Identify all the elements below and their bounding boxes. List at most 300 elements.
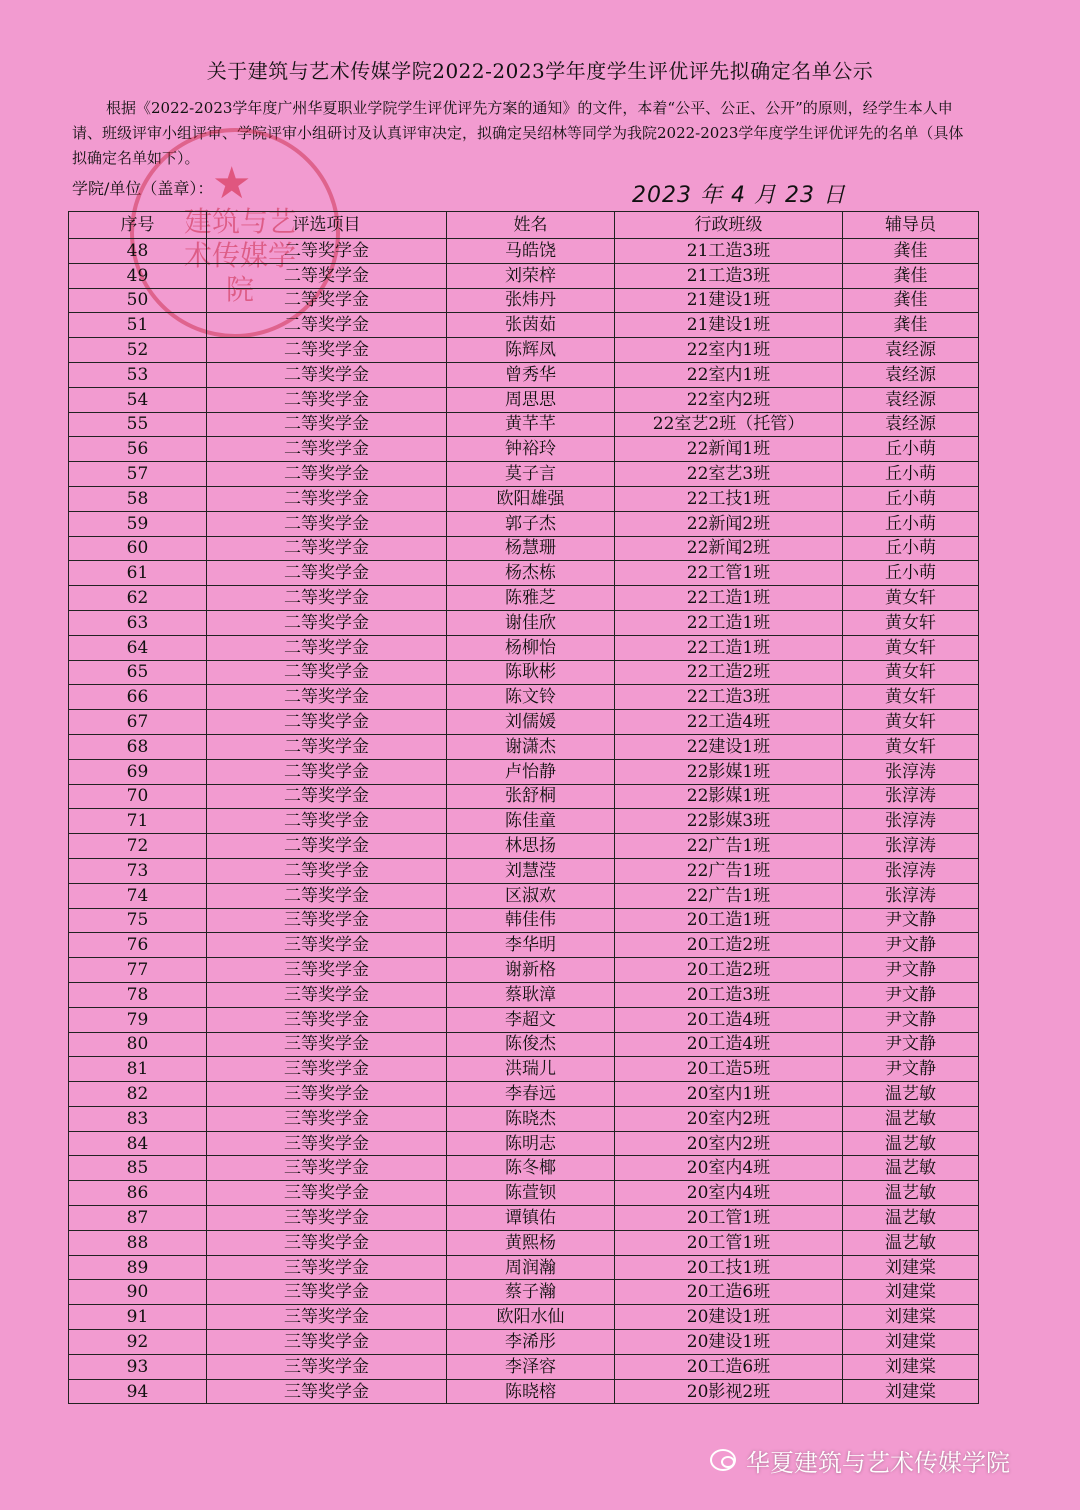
cell-counselor: 刘建棠 xyxy=(843,1280,979,1305)
cell-counselor: 张淳涛 xyxy=(843,858,979,883)
cell-award: 三等奖学金 xyxy=(207,982,447,1007)
cell-award: 二等奖学金 xyxy=(207,710,447,735)
handwritten-date: 2023 年 4 月 23 日 xyxy=(632,183,846,208)
cell-class: 22广告1班 xyxy=(615,883,843,908)
cell-counselor: 丘小萌 xyxy=(843,462,979,487)
cell-no: 90 xyxy=(69,1280,207,1305)
cell-name: 陈萱钡 xyxy=(447,1181,615,1206)
table-row xyxy=(69,858,979,883)
cell-class: 20建设1班 xyxy=(615,1330,843,1355)
cell-award: 二等奖学金 xyxy=(207,536,447,561)
cell-award: 三等奖学金 xyxy=(207,1330,447,1355)
cell-name: 谢新格 xyxy=(447,958,615,983)
table-row xyxy=(69,958,979,983)
cell-name: 陈佳童 xyxy=(447,809,615,834)
cell-no: 61 xyxy=(69,561,207,586)
header-award: 评选项目 xyxy=(207,212,447,239)
cell-class: 21工造3班 xyxy=(615,263,843,288)
cell-counselor: 黄女轩 xyxy=(843,685,979,710)
cell-no: 71 xyxy=(69,809,207,834)
cell-counselor: 张淳涛 xyxy=(843,883,979,908)
cell-no: 93 xyxy=(69,1354,207,1379)
table-row xyxy=(69,288,979,313)
cell-class: 20工管1班 xyxy=(615,1230,843,1255)
cell-class: 22广告1班 xyxy=(615,834,843,859)
cell-no: 57 xyxy=(69,462,207,487)
cell-award: 二等奖学金 xyxy=(207,239,447,264)
table-row xyxy=(69,362,979,387)
cell-name: 张舒桐 xyxy=(447,784,615,809)
cell-class: 20工造2班 xyxy=(615,933,843,958)
cell-class: 20工造1班 xyxy=(615,908,843,933)
table-row xyxy=(69,908,979,933)
cell-class: 22影媒1班 xyxy=(615,759,843,784)
table-header xyxy=(69,212,979,239)
cell-class: 22工造1班 xyxy=(615,610,843,635)
cell-no: 68 xyxy=(69,734,207,759)
cell-class: 20工造3班 xyxy=(615,982,843,1007)
table-row xyxy=(69,1082,979,1107)
cell-class: 21工造3班 xyxy=(615,239,843,264)
table-row xyxy=(69,660,979,685)
table-row xyxy=(69,784,979,809)
cell-no: 66 xyxy=(69,685,207,710)
cell-name: 周润瀚 xyxy=(447,1255,615,1280)
cell-award: 二等奖学金 xyxy=(207,263,447,288)
table-row xyxy=(69,809,979,834)
cell-award: 三等奖学金 xyxy=(207,1379,447,1404)
cell-no: 73 xyxy=(69,858,207,883)
cell-award: 二等奖学金 xyxy=(207,660,447,685)
cell-award: 二等奖学金 xyxy=(207,437,447,462)
cell-award: 二等奖学金 xyxy=(207,462,447,487)
cell-no: 54 xyxy=(69,387,207,412)
table-row xyxy=(69,586,979,611)
cell-counselor: 温艺敏 xyxy=(843,1106,979,1131)
cell-class: 22影媒1班 xyxy=(615,784,843,809)
cell-class: 22室内1班 xyxy=(615,362,843,387)
cell-class: 20工造5班 xyxy=(615,1057,843,1082)
cell-name: 陈雅芝 xyxy=(447,586,615,611)
cell-class: 22室内1班 xyxy=(615,338,843,363)
cell-name: 李泽容 xyxy=(447,1354,615,1379)
cell-counselor: 丘小萌 xyxy=(843,437,979,462)
cell-counselor: 袁经源 xyxy=(843,387,979,412)
cell-award: 二等奖学金 xyxy=(207,511,447,536)
cell-counselor: 袁经源 xyxy=(843,338,979,363)
cell-name: 陈晓杰 xyxy=(447,1106,615,1131)
cell-name: 杨柳怡 xyxy=(447,635,615,660)
cell-award: 三等奖学金 xyxy=(207,1106,447,1131)
cell-name: 马皓饶 xyxy=(447,239,615,264)
cell-award: 三等奖学金 xyxy=(207,1156,447,1181)
cell-award: 三等奖学金 xyxy=(207,1280,447,1305)
header-name: 姓名 xyxy=(447,212,615,239)
cell-name: 周思思 xyxy=(447,387,615,412)
cell-counselor: 黄女轩 xyxy=(843,660,979,685)
cell-no: 77 xyxy=(69,958,207,983)
cell-name: 陈晓榕 xyxy=(447,1379,615,1404)
cell-class: 20室内4班 xyxy=(615,1156,843,1181)
table-row xyxy=(69,561,979,586)
cell-name: 洪瑞儿 xyxy=(447,1057,615,1082)
document-title: 关于建筑与艺术传媒学院2022-2023学年度学生评优评先拟确定名单公示 xyxy=(206,59,874,83)
cell-award: 二等奖学金 xyxy=(207,288,447,313)
cell-counselor: 袁经源 xyxy=(843,362,979,387)
cell-name: 陈明志 xyxy=(447,1131,615,1156)
table-row xyxy=(69,313,979,338)
table-row xyxy=(69,387,979,412)
cell-award: 三等奖学金 xyxy=(207,958,447,983)
cell-counselor: 尹文静 xyxy=(843,1032,979,1057)
cell-no: 62 xyxy=(69,586,207,611)
cell-counselor: 丘小萌 xyxy=(843,561,979,586)
table-row xyxy=(69,635,979,660)
cell-no: 67 xyxy=(69,710,207,735)
cell-no: 64 xyxy=(69,635,207,660)
cell-counselor: 龚佳 xyxy=(843,263,979,288)
table-row xyxy=(69,437,979,462)
cell-class: 22工造3班 xyxy=(615,685,843,710)
cell-award: 三等奖学金 xyxy=(207,1230,447,1255)
cell-award: 二等奖学金 xyxy=(207,586,447,611)
cell-counselor: 温艺敏 xyxy=(843,1181,979,1206)
cell-no: 59 xyxy=(69,511,207,536)
cell-no: 87 xyxy=(69,1206,207,1231)
header-row xyxy=(69,212,979,239)
cell-class: 20室内1班 xyxy=(615,1082,843,1107)
cell-name: 陈文铃 xyxy=(447,685,615,710)
table-row xyxy=(69,834,979,859)
table-row xyxy=(69,239,979,264)
table-row xyxy=(69,412,979,437)
cell-class: 22新闻1班 xyxy=(615,437,843,462)
cell-award: 三等奖学金 xyxy=(207,1131,447,1156)
cell-award: 二等奖学金 xyxy=(207,858,447,883)
table-row xyxy=(69,610,979,635)
table-row xyxy=(69,1255,979,1280)
cell-counselor: 黄女轩 xyxy=(843,734,979,759)
table-row xyxy=(69,1379,979,1404)
cell-name: 韩佳伟 xyxy=(447,908,615,933)
cell-counselor: 温艺敏 xyxy=(843,1206,979,1231)
cell-name: 陈耿彬 xyxy=(447,660,615,685)
cell-counselor: 黄女轩 xyxy=(843,586,979,611)
table-row xyxy=(69,883,979,908)
cell-no: 49 xyxy=(69,263,207,288)
cell-no: 79 xyxy=(69,1007,207,1032)
intro-text: 根据《2022-2023学年度广州华夏职业学院学生评优评先方案的通知》的文件，本着“公平、公正、公开”的原则，经学生本人申请、班级评审小组评审、学院评审小组研讨及认真评审决定，拟确定吴绍林等同学为我院2022-2023学年度学生评优评先的名单（具体拟确定名单如下）。 xyxy=(72,99,964,167)
cell-award: 二等奖学金 xyxy=(207,610,447,635)
cell-counselor: 丘小萌 xyxy=(843,486,979,511)
cell-name: 郭子杰 xyxy=(447,511,615,536)
cell-name: 李春远 xyxy=(447,1082,615,1107)
cell-award: 二等奖学金 xyxy=(207,834,447,859)
table-body xyxy=(69,239,979,1404)
cell-class: 22影媒3班 xyxy=(615,809,843,834)
cell-name: 卢怡静 xyxy=(447,759,615,784)
cell-counselor: 丘小萌 xyxy=(843,536,979,561)
cell-counselor: 刘建棠 xyxy=(843,1330,979,1355)
cell-name: 谭镇佑 xyxy=(447,1206,615,1231)
cell-class: 22广告1班 xyxy=(615,858,843,883)
cell-counselor: 尹文静 xyxy=(843,1057,979,1082)
cell-class: 22工造4班 xyxy=(615,710,843,735)
table-row xyxy=(69,734,979,759)
cell-name: 刘慧滢 xyxy=(447,858,615,883)
cell-no: 69 xyxy=(69,759,207,784)
cell-award: 二等奖学金 xyxy=(207,809,447,834)
table-row xyxy=(69,1330,979,1355)
cell-counselor: 刘建棠 xyxy=(843,1255,979,1280)
table-row xyxy=(69,1181,979,1206)
table-row xyxy=(69,536,979,561)
cell-no: 63 xyxy=(69,610,207,635)
table-row xyxy=(69,1007,979,1032)
cell-award: 二等奖学金 xyxy=(207,561,447,586)
cell-counselor: 张淳涛 xyxy=(843,759,979,784)
cell-counselor: 刘建棠 xyxy=(843,1305,979,1330)
cell-award: 二等奖学金 xyxy=(207,362,447,387)
cell-name: 李超文 xyxy=(447,1007,615,1032)
cell-award: 三等奖学金 xyxy=(207,1007,447,1032)
cell-no: 58 xyxy=(69,486,207,511)
cell-name: 莫子言 xyxy=(447,462,615,487)
cell-class: 20工技1班 xyxy=(615,1255,843,1280)
cell-name: 区淑欢 xyxy=(447,883,615,908)
cell-class: 20工造4班 xyxy=(615,1032,843,1057)
cell-name: 蔡耿漳 xyxy=(447,982,615,1007)
cell-no: 48 xyxy=(69,239,207,264)
cell-award: 二等奖学金 xyxy=(207,313,447,338)
header-counselor: 辅导员 xyxy=(843,212,979,239)
table-row xyxy=(69,1156,979,1181)
table-row xyxy=(69,759,979,784)
cell-award: 二等奖学金 xyxy=(207,635,447,660)
cell-award: 三等奖学金 xyxy=(207,1181,447,1206)
cell-name: 蔡子瀚 xyxy=(447,1280,615,1305)
cell-class: 20室内4班 xyxy=(615,1181,843,1206)
cell-award: 二等奖学金 xyxy=(207,387,447,412)
cell-counselor: 刘建棠 xyxy=(843,1354,979,1379)
cell-name: 张炜丹 xyxy=(447,288,615,313)
cell-no: 53 xyxy=(69,362,207,387)
cell-no: 72 xyxy=(69,834,207,859)
cell-name: 陈辉凤 xyxy=(447,338,615,363)
cell-no: 92 xyxy=(69,1330,207,1355)
cell-no: 81 xyxy=(69,1057,207,1082)
table-row xyxy=(69,933,979,958)
cell-no: 85 xyxy=(69,1156,207,1181)
seal-star-icon: ★ xyxy=(212,158,252,209)
cell-class: 22工造1班 xyxy=(615,635,843,660)
cell-no: 51 xyxy=(69,313,207,338)
cell-class: 22工技1班 xyxy=(615,486,843,511)
table-row xyxy=(69,511,979,536)
cell-class: 20工造4班 xyxy=(615,1007,843,1032)
cell-no: 78 xyxy=(69,982,207,1007)
cell-class: 22工管1班 xyxy=(615,561,843,586)
cell-no: 75 xyxy=(69,908,207,933)
cell-name: 李浠彤 xyxy=(447,1330,615,1355)
seal-text: 建筑与艺术传媒学院 xyxy=(183,205,296,306)
cell-counselor: 黄女轩 xyxy=(843,710,979,735)
table-row xyxy=(69,1280,979,1305)
table-row xyxy=(69,1057,979,1082)
cell-counselor: 龚佳 xyxy=(843,313,979,338)
table-row xyxy=(69,1230,979,1255)
cell-name: 谢潇杰 xyxy=(447,734,615,759)
cell-class: 22新闻2班 xyxy=(615,511,843,536)
table-row xyxy=(69,338,979,363)
cell-award: 三等奖学金 xyxy=(207,908,447,933)
wechat-icon xyxy=(710,1449,736,1471)
cell-no: 82 xyxy=(69,1082,207,1107)
cell-award: 三等奖学金 xyxy=(207,1082,447,1107)
cell-no: 70 xyxy=(69,784,207,809)
cell-award: 三等奖学金 xyxy=(207,1255,447,1280)
cell-class: 22室内2班 xyxy=(615,387,843,412)
cell-class: 22工造2班 xyxy=(615,660,843,685)
table-row xyxy=(69,1032,979,1057)
header-class: 行政班级 xyxy=(615,212,843,239)
cell-name: 杨慧珊 xyxy=(447,536,615,561)
cell-name: 钟裕玲 xyxy=(447,437,615,462)
cell-counselor: 黄女轩 xyxy=(843,610,979,635)
cell-name: 黄熙杨 xyxy=(447,1230,615,1255)
cell-no: 80 xyxy=(69,1032,207,1057)
cell-counselor: 丘小萌 xyxy=(843,511,979,536)
cell-class: 20工造2班 xyxy=(615,958,843,983)
cell-name: 李华明 xyxy=(447,933,615,958)
cell-class: 20室内2班 xyxy=(615,1131,843,1156)
cell-award: 二等奖学金 xyxy=(207,784,447,809)
cell-award: 二等奖学金 xyxy=(207,486,447,511)
table-row xyxy=(69,486,979,511)
cell-award: 二等奖学金 xyxy=(207,759,447,784)
cell-name: 陈俊杰 xyxy=(447,1032,615,1057)
cell-counselor: 温艺敏 xyxy=(843,1230,979,1255)
cell-class: 20工造6班 xyxy=(615,1354,843,1379)
cell-counselor: 温艺敏 xyxy=(843,1131,979,1156)
cell-counselor: 尹文静 xyxy=(843,982,979,1007)
cell-award: 二等奖学金 xyxy=(207,685,447,710)
cell-counselor: 龚佳 xyxy=(843,239,979,264)
cell-class: 22新闻2班 xyxy=(615,536,843,561)
table-row xyxy=(69,1354,979,1379)
cell-name: 谢佳欣 xyxy=(447,610,615,635)
table-row xyxy=(69,462,979,487)
cell-award: 三等奖学金 xyxy=(207,1305,447,1330)
cell-counselor: 张淳涛 xyxy=(843,834,979,859)
cell-award: 三等奖学金 xyxy=(207,1032,447,1057)
cell-class: 22工造1班 xyxy=(615,586,843,611)
cell-no: 56 xyxy=(69,437,207,462)
unit-label: 学院/单位（盖章）： xyxy=(72,179,214,198)
cell-counselor: 龚佳 xyxy=(843,288,979,313)
wechat-watermark xyxy=(710,1440,1010,1480)
cell-counselor: 温艺敏 xyxy=(843,1156,979,1181)
cell-counselor: 尹文静 xyxy=(843,958,979,983)
cell-class: 20影视2班 xyxy=(615,1379,843,1404)
cell-award: 二等奖学金 xyxy=(207,734,447,759)
cell-award: 三等奖学金 xyxy=(207,1354,447,1379)
header-no: 序号 xyxy=(69,212,207,239)
cell-class: 20建设1班 xyxy=(615,1305,843,1330)
cell-class: 22室艺2班（托管） xyxy=(615,412,843,437)
cell-no: 52 xyxy=(69,338,207,363)
cell-name: 黄芊芊 xyxy=(447,412,615,437)
cell-no: 60 xyxy=(69,536,207,561)
cell-no: 50 xyxy=(69,288,207,313)
watermark-text: 华夏建筑与艺术传媒学院 xyxy=(746,1448,1010,1477)
cell-name: 欧阳水仙 xyxy=(447,1305,615,1330)
cell-name: 欧阳雄强 xyxy=(447,486,615,511)
cell-name: 杨杰栋 xyxy=(447,561,615,586)
cell-class: 20工造6班 xyxy=(615,1280,843,1305)
cell-class: 21建设1班 xyxy=(615,313,843,338)
cell-class: 21建设1班 xyxy=(615,288,843,313)
table-row xyxy=(69,685,979,710)
cell-award: 二等奖学金 xyxy=(207,883,447,908)
cell-class: 20室内2班 xyxy=(615,1106,843,1131)
award-list-table xyxy=(68,211,979,1404)
cell-no: 91 xyxy=(69,1305,207,1330)
cell-counselor: 尹文静 xyxy=(843,1007,979,1032)
cell-counselor: 刘建棠 xyxy=(843,1379,979,1404)
cell-name: 曾秀华 xyxy=(447,362,615,387)
cell-award: 二等奖学金 xyxy=(207,338,447,363)
cell-class: 22室艺3班 xyxy=(615,462,843,487)
table-row xyxy=(69,982,979,1007)
cell-no: 74 xyxy=(69,883,207,908)
cell-counselor: 尹文静 xyxy=(843,908,979,933)
cell-name: 陈冬椰 xyxy=(447,1156,615,1181)
cell-name: 刘荣梓 xyxy=(447,263,615,288)
cell-no: 83 xyxy=(69,1106,207,1131)
cell-no: 84 xyxy=(69,1131,207,1156)
cell-no: 88 xyxy=(69,1230,207,1255)
cell-counselor: 张淳涛 xyxy=(843,784,979,809)
table-row xyxy=(69,1106,979,1131)
cell-no: 65 xyxy=(69,660,207,685)
cell-class: 20工管1班 xyxy=(615,1206,843,1231)
cell-no: 89 xyxy=(69,1255,207,1280)
cell-no: 94 xyxy=(69,1379,207,1404)
table-row xyxy=(69,263,979,288)
table-row xyxy=(69,1305,979,1330)
cell-counselor: 温艺敏 xyxy=(843,1082,979,1107)
cell-name: 刘儒媛 xyxy=(447,710,615,735)
cell-counselor: 尹文静 xyxy=(843,933,979,958)
cell-award: 三等奖学金 xyxy=(207,1206,447,1231)
cell-award: 三等奖学金 xyxy=(207,1057,447,1082)
cell-no: 76 xyxy=(69,933,207,958)
cell-counselor: 袁经源 xyxy=(843,412,979,437)
cell-name: 林思扬 xyxy=(447,834,615,859)
table-row xyxy=(69,1206,979,1231)
cell-name: 张茵茹 xyxy=(447,313,615,338)
cell-counselor: 张淳涛 xyxy=(843,809,979,834)
table-row xyxy=(69,710,979,735)
cell-no: 86 xyxy=(69,1181,207,1206)
cell-no: 55 xyxy=(69,412,207,437)
cell-award: 二等奖学金 xyxy=(207,412,447,437)
cell-counselor: 黄女轩 xyxy=(843,635,979,660)
table-row xyxy=(69,1131,979,1156)
cell-award: 三等奖学金 xyxy=(207,933,447,958)
cell-class: 22建设1班 xyxy=(615,734,843,759)
